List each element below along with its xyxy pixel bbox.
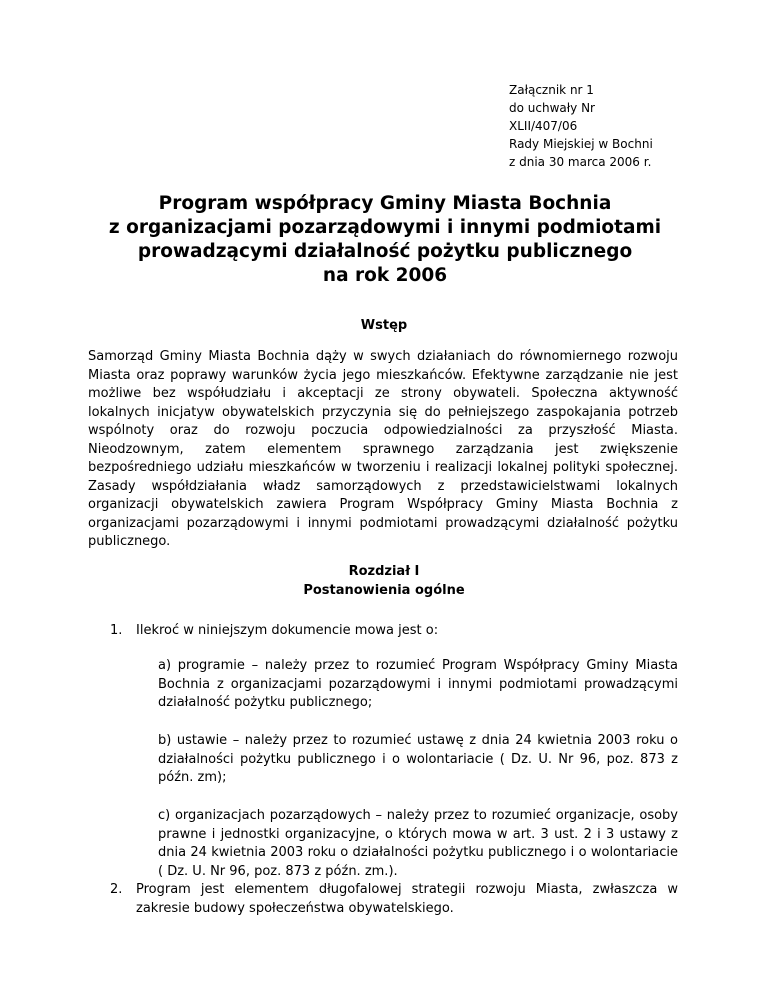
document-title <box>60 192 710 288</box>
list-item-number: 2. <box>110 882 123 897</box>
attachment-line: Rady Miejskiej w Bochni <box>509 137 653 151</box>
chapter-heading <box>0 562 768 600</box>
intro-heading: Wstęp <box>360 318 408 333</box>
attachment-line: Załącznik nr 1 <box>509 83 594 97</box>
title-line: z organizacjami pozarządowymi i innymi podmiotami <box>108 217 662 238</box>
attachment-line: z dnia 30 marca 2006 r. <box>509 155 652 169</box>
attachment-line: do uchwały Nr <box>509 101 595 115</box>
title-line: na rok 2006 <box>322 265 448 286</box>
list-item-number: 1. <box>110 623 123 638</box>
title-line: prowadzącymi działalność pożytku publicznego <box>137 241 633 262</box>
list-item-text: Ilekroć w niniejszym dokumencie mowa jest o: <box>136 623 439 638</box>
intro-paragraph: Samorząd Gminy Miasta Bochnia dąży w swych działaniach do równomiernego rozwoju Miasta oraz poprawy warunków życia jego mieszkańców. Efektywne zarządzanie nie jest możliwe bez współudziału i akceptacji ze strony obywateli. Społeczna aktywność lokalnych inicjatyw obywatelskich przyczynia się do pełniejszego zaspokajania potrzeb wspólnoty oraz do rozwoju poczucia odpowiedzialności za przyszłość Miasta. Nieodzownym, zatem elementem sprawnego zarządzania jest zwiększenie bezpośredniego udziału mieszkańców w tworzeniu i realizacji lokalnej polityki społecznej. Zasady współdziałania władz samorządowych z przedstawicielstwami lokalnych organizacji obywatelskich zawiera Program Współpracy Gminy Miasta Bochnia z organizacjami pozarządowymi i innymi podmiotami prowadzącymi działalność pożytku publicznego. <box>88 349 678 549</box>
attachment-note <box>509 81 749 171</box>
chapter-number: Rozdział I <box>348 564 420 579</box>
list-item-text: Program jest elementem długofalowej strategii rozwoju Miasta, zwłaszcza w zakresie budowy społeczeństwa obywatelskiego. <box>136 882 678 916</box>
attachment-line: XLII/407/06 <box>509 119 578 133</box>
subitem-c: c) organizacjach pozarządowych – należy przez to rozumieć organizacje, osoby prawne i jednostki organizacyjne, o których mowa w art. 3 ust. 2 i 3 ustawy z dnia 24 kwietnia 2003 roku o działalności pożytku publicznego i o wolontariacie ( Dz. U. Nr 96, poz. 873 z późn. zm.). <box>158 808 678 879</box>
list-item-2 <box>110 881 678 918</box>
list-item-1 <box>110 622 678 641</box>
subitem-b: b) ustawie – należy przez to rozumieć ustawę z dnia 24 kwietnia 2003 roku o działalności pożytku publicznego i o wolontariacie ( Dz. U. Nr 96, poz. 873 z późn. zm); <box>158 733 678 785</box>
chapter-title: Postanowienia ogólne <box>303 583 465 598</box>
title-line: Program współpracy Gminy Miasta Bochnia <box>158 193 612 214</box>
subitem-a: a) programie – należy przez to rozumieć Program Współpracy Gminy Miasta Bochnia z organizacjami pozarządowymi i innymi podmiotami prowadzącymi działalność pożytku publicznego; <box>158 658 678 710</box>
